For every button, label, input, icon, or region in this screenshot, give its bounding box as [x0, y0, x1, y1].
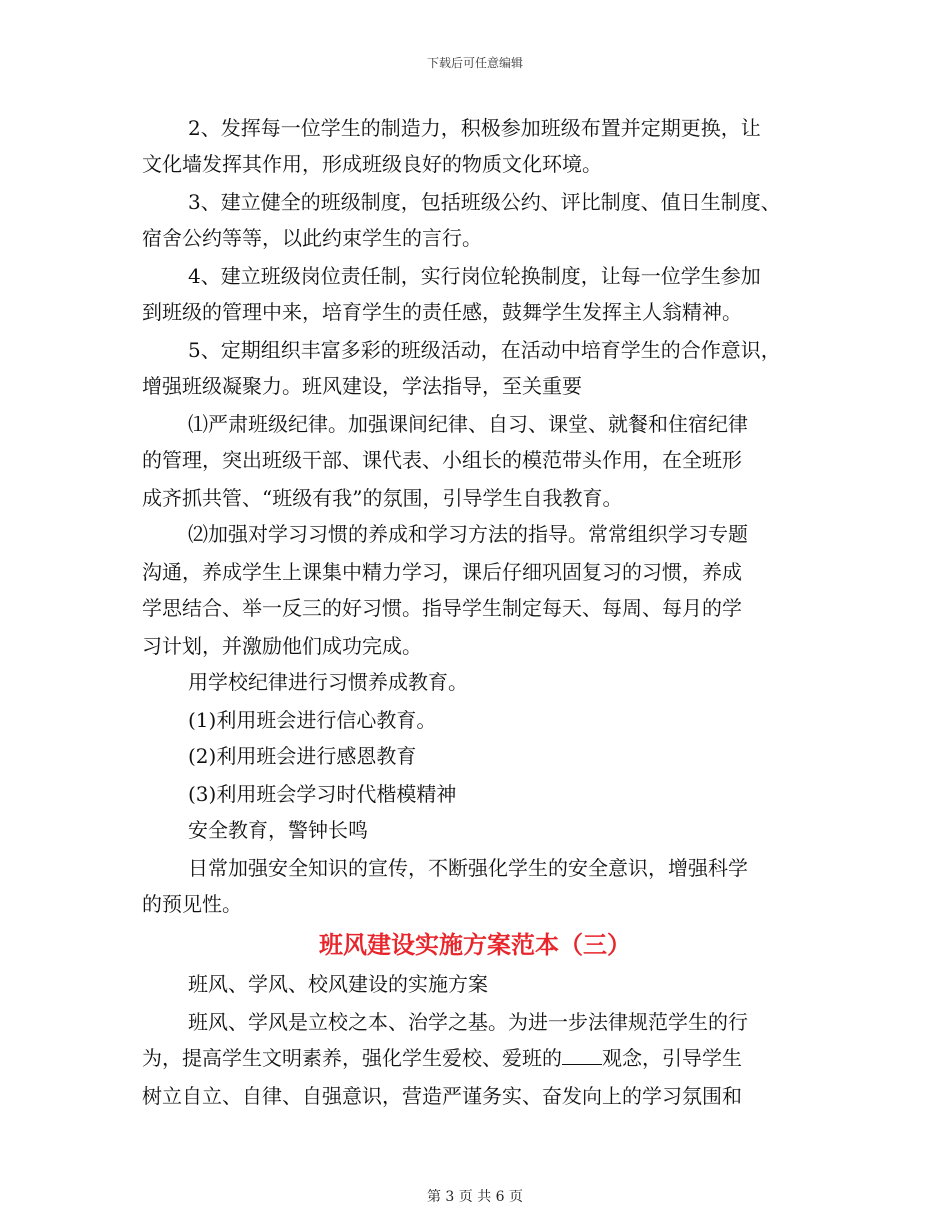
paragraph-line: 的管理，突出班级干部、课代表、小组长的模范带头作用，在全班形 [142, 448, 742, 472]
paragraph-line: 3、建立健全的班级制度，包括班级公约、评比制度、值日生制度、 [188, 190, 781, 214]
paragraph-line: ⑵加强对学习习惯的养成和学习方法的指导。常常组织学习专题 [188, 522, 748, 546]
paragraph-line: 到班级的管理中来，培育学生的责任感，鼓舞学生发挥主人翁精神。 [142, 300, 742, 324]
section-title: 班风建设实施方案范本（三） [319, 930, 631, 959]
paragraph-line: 2、发挥每一位学生的制造力，积极参加班级布置并定期更换，让 [188, 116, 761, 140]
blank-line-after: 观念，引导学生 [602, 1046, 742, 1070]
section-subtitle: 班风、学风、校风建设的实施方案 [188, 972, 488, 996]
paragraph-line: 成齐抓共管、“班级有我”的氛围，引导学生自我教育。 [142, 486, 623, 510]
paragraph-line: 宿舍公约等等，以此约束学生的言行。 [142, 226, 482, 250]
paragraph-line: 树立自立、自律、自强意识，营造严谨务实、奋发向上的学习氛围和 [142, 1084, 742, 1108]
paragraph-line: 班风、学风是立校之本、治学之基。为进一步法律规范学生的行 [188, 1010, 748, 1034]
paragraph-line: 学思结合、举一反三的好习惯。指导学生制定每天、每周、每月的学 [142, 596, 742, 620]
paragraph-line: ⑴严肃班级纪律。加强课间纪律、自习、课堂、就餐和住宿纪律 [188, 412, 748, 436]
fill-in-blank [562, 1046, 602, 1065]
list-item: (1)利用班会进行信心教育。 [188, 708, 437, 732]
paragraph-line: 增强班级凝聚力。班风建设，学法指导，至关重要 [142, 374, 582, 398]
list-item: (2)利用班会进行感恩教育 [188, 744, 417, 768]
blank-line-before: 为，提高学生文明素养，强化学生爱校、爱班的 [142, 1046, 562, 1070]
paragraph-line: 5、定期组织丰富多彩的班级活动，在活动中培育学生的合作意识， [188, 338, 781, 362]
paragraph-line-with-blank [142, 1046, 742, 1070]
paragraph-line: 安全教育，警钟长鸣 [188, 818, 368, 842]
page-footer: 第 3 页 共 6 页 [426, 1189, 524, 1205]
paragraph-line: 的预见性。 [142, 892, 242, 916]
page-header: 下载后可任意编辑 [426, 56, 523, 70]
paragraph-line: 习计划，并激励他们成功完成。 [142, 634, 422, 658]
paragraph-line: 用学校纪律进行习惯养成教育。 [188, 670, 468, 694]
list-item: (3)利用班会学习时代楷模精神 [188, 782, 457, 806]
paragraph-line: 文化墙发挥其作用，形成班级良好的物质文化环境。 [142, 152, 602, 176]
paragraph-line: 日常加强安全知识的宣传，不断强化学生的安全意识，增强科学 [188, 856, 748, 880]
paragraph-line: 4、建立班级岗位责任制，实行岗位轮换制度，让每一位学生参加 [188, 264, 761, 288]
paragraph-line: 沟通，养成学生上课集中精力学习，课后仔细巩固复习的习惯，养成 [142, 560, 742, 584]
